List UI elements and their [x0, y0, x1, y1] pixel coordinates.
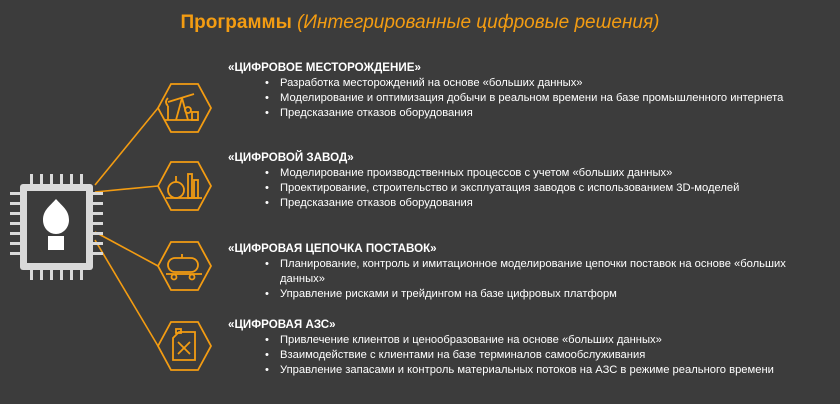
bullet-list [228, 257, 828, 302]
list-item: • Разработка месторождений на основе «больших данных» [228, 76, 828, 91]
section-digital-supply-chain [228, 241, 828, 302]
list-item: • Взаимодействие с клиентами на базе терминалов самообслуживания [228, 348, 828, 363]
refinery-icon [158, 162, 211, 210]
list-item: • Предсказание отказов оборудования [228, 196, 828, 211]
section-digital-field [228, 60, 828, 121]
list-item: • Моделирование производственных процессов с учетом «больших данных» [228, 166, 828, 181]
chip-icon [10, 174, 103, 280]
list-item: • Моделирование и оптимизация добычи в реальном времени на базе промышленного интернета [228, 91, 828, 106]
list-item: • Управление запасами и контроль материальных потоков на АЗС в режиме реального времени [228, 363, 828, 378]
oil-pump-icon [158, 84, 211, 132]
list-item: • Управление рисками и трейдингом на базе цифровых платформ [228, 287, 828, 302]
list-item: • Привлечение клиентов и ценообразование на основе «больших данных» [228, 333, 828, 348]
section-heading: «ЦИФРОВОЕ МЕСТОРОЖДЕНИЕ» [228, 61, 421, 74]
title-main: Программы [180, 12, 292, 33]
list-item: • Планирование, контроль и имитационное моделирование цепочки поставок на основе «больших данных» [228, 257, 828, 287]
connector-lines [95, 108, 158, 346]
section-heading: «ЦИФРОВАЯ ЦЕПОЧКА ПОСТАВОК» [228, 242, 437, 255]
bullet-list [228, 333, 828, 378]
section-digital-gas-station [228, 317, 828, 378]
list-item: • Предсказание отказов оборудования [228, 106, 828, 121]
section-heading: «ЦИФРОВОЙ ЗАВОД» [228, 151, 354, 164]
bullet-list [228, 166, 828, 211]
list-item: • Проектирование, строительство и эксплуатация заводов с использованием 3D-моделей [228, 181, 828, 196]
section-digital-plant [228, 150, 828, 211]
tank-car-icon [158, 242, 211, 290]
title-subtitle: (Интегрированные цифровые решения) [297, 12, 660, 33]
bullet-list [228, 76, 828, 121]
fuel-canister-icon [158, 322, 211, 370]
section-heading: «ЦИФРОВАЯ АЗС» [228, 318, 336, 331]
